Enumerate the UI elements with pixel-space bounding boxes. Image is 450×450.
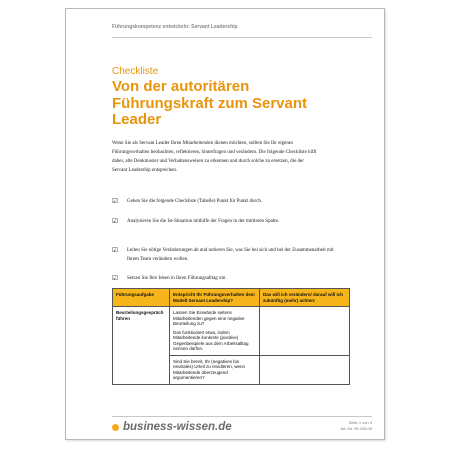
header-divider — [112, 37, 372, 38]
question-text: Das funktioniert etwa, indem Mitarbeitende konkrete (positive) Gegenbeispiele aus dem Arbeitsalltag nennen dürfen. — [173, 329, 249, 351]
checkbox-icon: ☑ — [112, 217, 118, 225]
instruction-item — [112, 246, 342, 264]
column-header-task: Führungsaufgabe — [113, 289, 170, 307]
logo-text: business-wissen.de — [123, 421, 232, 433]
page-number: Seite 1 von 3 — [348, 420, 372, 425]
running-header: Führungskompetenz entwickeln: Servant Leadership — [112, 24, 238, 30]
brand-logo[interactable] — [112, 419, 232, 435]
table-row — [113, 307, 350, 356]
checklist-table — [112, 288, 350, 385]
question-cell — [170, 307, 260, 356]
footer-meta — [340, 420, 372, 432]
notes-cell[interactable] — [260, 307, 350, 356]
logo-dot-icon — [112, 424, 119, 431]
checkbox-icon: ☑ — [112, 274, 118, 282]
column-header-notes: Das will ich verändern/ darauf will ich zukünftig (mehr) achten: — [260, 289, 350, 307]
table-header-row — [113, 289, 350, 307]
instruction-text: Gehen Sie die folgende Checkliste (Tabelle) Punkt für Punkt durch. — [127, 199, 263, 204]
instruction-text: Setzen Sie Ihre Ideen in Ihren Führungsalltag um. — [127, 276, 227, 281]
checkbox-icon: ☑ — [112, 197, 118, 205]
instruction-item — [112, 217, 342, 226]
column-header-question: Entspricht Ihr Führungsverhalten dem Modell Servant Leadership? — [170, 289, 260, 307]
notes-cell[interactable] — [260, 355, 350, 384]
question-cell — [170, 355, 260, 384]
document-page — [65, 8, 385, 440]
question-text: Sind Sie bereit, Ihr (negatives bis neutrales) Urteil zu revidieren, wenn Mitarbeitende überzeugend argumentieren? — [173, 358, 246, 380]
checkbox-icon: ☑ — [112, 246, 118, 254]
task-cell: Beurteilungsgespräch führen — [113, 307, 170, 385]
instruction-text: Analysieren Sie die Ist-Situation mithilfe der Fragen in der mittleren Spalte. — [127, 219, 280, 224]
article-number: Art.-Nr. 99.105.09 — [340, 426, 372, 431]
footer-divider — [112, 416, 372, 417]
instruction-item — [112, 274, 342, 283]
intro-paragraph: Wenn Sie als Servant Leader Ihren Mitarbeitenden dienen möchten, sollten Sie Ihr eigenes Führungsverhalten beobachten, reflektieren, hinterfragen und verändern. Die folgende Checkliste hilft dabei, alte Denkmuster und Verhaltensweisen zu erkennen und durch solche zu ersetzen, die der Servant Leadership entsprechen. — [112, 141, 317, 173]
document-title: Von der autoritären Führungskraft zum Servant Leader — [112, 78, 308, 128]
instruction-item — [112, 197, 342, 206]
document-kicker: Checkliste — [112, 66, 159, 77]
instruction-text: Leiten Sie nötige Veränderungen ab und notieren Sie, was Sie bei sich und bei der Zusammenarbeit mit Ihrem Team verändern wollen. — [127, 248, 334, 262]
question-text: Lassen Sie Einwände seitens Mitarbeitenden gegen eine negative Beurteilung zu? — [173, 310, 245, 326]
